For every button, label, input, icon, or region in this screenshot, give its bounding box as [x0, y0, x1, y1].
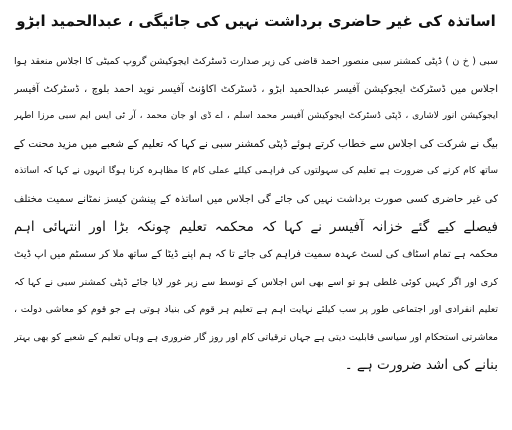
article-line: بیگ نے شرکت کی اجلاس سے خطاب کرتے ہوئے ڈپٹی کمشنر سبی نے کہا کہ تعلیم کے شعبے میں مزید محنت کے [14, 137, 498, 150]
article-line: کی غیر حاضری کسی صورت برداشت نہیں کی جائے گی اجلاس میں اساتذہ کے پینشن کیسز نمٹانے سمیت مختلف [14, 193, 498, 205]
article-line: بنانے کی اشد ضرورت ہے ۔ [344, 356, 498, 373]
article-line: ساتھ کام کرنے کی ضرورت ہے تعلیم کی سہولتوں کی فراہمی کیلئے عملی کام کا مظاہرہ کرنا ہوگا انہوں نے کہا کہ اساتذہ [14, 166, 498, 177]
article-line: اجلاس میں ڈسٹرکٹ ایجوکیشن آفیسر عبدالحمید ابڑو ، ڈسٹرکٹ اکاؤنٹ آفیسر نوید احمد بلوچ ، ڈسٹرکٹ آفیسر [14, 83, 498, 95]
article-headline: اساتذہ کی غیر حاضری برداشت نہیں کی جائیگی ، عبدالحمید ابڑو [16, 12, 496, 30]
article-line: کری اور اگر کہیں کوئی غلطی ہو تو اسے بھی اس اجلاس کے توسط سے زیر غور لایا جائے ڈپٹی کمشنر سبی نے کہا کہ [14, 276, 498, 288]
article-line: ایجوکیشن انور لاشاری ، ڈپٹی ڈسٹرکٹ ایجوکیشن آفیسر محمد اسلم ، اے ڈی او جان محمد ، آر ٹی ایس ایم سبی مرزا اطہر [14, 111, 498, 122]
article-body [14, 48, 498, 426]
article-line: معاشرتی استحکام اور سیاسی قابلیت دیتی ہے جہاں ترقیاتی کام اور روز گار ضروری ہے وہاں تعلیم کے شعبے کو بھی بہتر [14, 331, 498, 343]
article-line: محکمہ ہے تمام اسٹاف کی لسٹ عہدہ سمیت فراہم کی جائے تا کہ ہم اپنے ڈیٹا کے ساتھ ملا کر سسٹم میں اپ ڈیٹ [14, 249, 498, 261]
article-line: سبی ( خ ن ) ڈپٹی کمشنر سبی منصور احمد قاضی کی زیر صدارت ڈسٹرکٹ ایجوکیشن گروپ کمیٹی کا اجلاس منعقد ہوا [14, 56, 498, 67]
article-line: تعلیم انفرادی اور اجتماعی طور پر سب کیلئے نہایت اہم ہے تعلیم ہر قوم کی بنیاد ہوتی ہے جو قوم کو معاشی دولت ، [14, 304, 498, 316]
article-line: فیصلے کیے گئے خزانہ آفیسر نے کہا کہ محکمہ تعلیم چونکہ بڑا اور انتہائی اہم [14, 218, 498, 235]
